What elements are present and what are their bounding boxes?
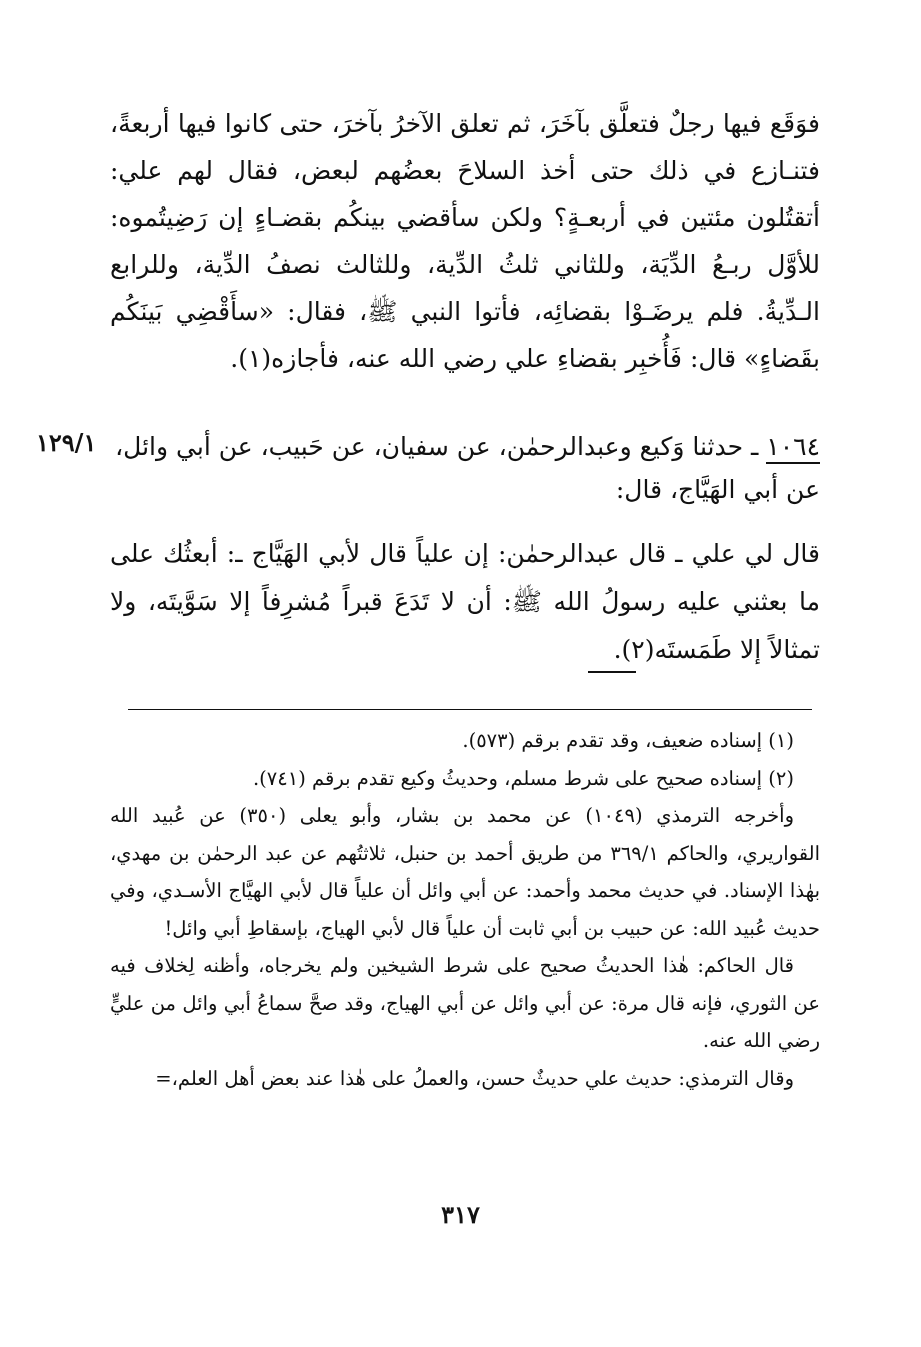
hadith-end-mark (588, 671, 636, 673)
footnotes-section (110, 722, 820, 1097)
page-number: ٣١٧ (441, 1200, 480, 1229)
footnote-divider (128, 709, 812, 710)
main-paragraph: فوَقَع فيها رجلٌ فتعلَّق بآخَرَ، ثم تعلق الآخرُ بآخرَ، حتى كانوا فيها أربعةً، فتنـازع في ذلك حتى أخذ السلاحَ بعضُهم لبعض، فقال لهم علي: أتقتُلون مئتين في أربعـةٍ؟ ولكن سأقضي بينكُم بقضـاءٍ إن رَضِيتُموه: للأوَّل ربـعُ الدِّيَة، وللثاني ثلثُ الدِّية، وللثالث نصفُ الدِّية، وللرابع الـدِّيةُ. فلم يرضَـوْا بقضائِه، فأتوا النبي ﷺ، فقال: «سأَقْضِي بَينَكُم بقَضاءٍ» قال: فَأُخبِر بقضاءِ علي رضي الله عنه، فأجازه(١). (110, 109, 820, 373)
footnote-2: (٢) إسناده صحيح على شرط مسلم، وحديثُ وكيع تقدم برقم (٧٤١). (252, 766, 794, 790)
hadith-body (110, 530, 820, 674)
hadith-header-line (110, 425, 820, 511)
hadith-header (110, 425, 820, 511)
footnote-2-takhrij: وأخرجه الترمذي (١٠٤٩) عن محمد بن بشار، وأبو يعلى (٣٥٠) عن عُبيد الله القواريري، والحاكم ٣٦٩/١ من طريق أحمد بن حنبل، ثلاثتُهم عن عبد الرحمٰن بن مهدي، بهٰذا الإسناد. في حديث محمد وأحمد: عن أبي وائل أن علياً قال لأبي الهيَّاج الأسـدي، وفي حديث عُبيد الله: عن حبيب بن أبي ثابت أن علياً قال لأبي الهياج، بإسقاطِ أبي وائل! (110, 804, 820, 940)
hadith-text: قال لي علي ـ قال عبدالرحمٰن: إن علياً قال لأبي الهَيَّاج ـ: أبعثُك على ما بعثني عليه رسولُ الله ﷺ: أن لا تَدَعَ قبراً مُشرِفاً إلا سَوَّيتَه، ولا تمثالاً إلا طَمَستَه(٢). (110, 539, 820, 664)
side-reference: ١٢٩/١ (36, 428, 97, 457)
footnote-2-hakim: قال الحاكم: هٰذا الحديثُ صحيح على شرط الشيخين ولم يخرجاه، وأظنه لِخلاف فيه عن الثوري، فإنه قال مرة: عن أبي وائل عن أبي الهياج، وقد صحَّ سماعُ أبي وائل من عليٍّ رضي الله عنه. (110, 954, 820, 1052)
footnote-2-tirmidhi: وقال الترمذي: حديث علي حديثٌ حسن، والعملُ على هٰذا عند بعض أهل العلم،= (155, 1066, 794, 1090)
main-text-block (110, 100, 820, 382)
footnote-1: (١) إسناده ضعيف، وقد تقدم برقم (٥٧٣). (462, 729, 794, 752)
hadith-chain: ـ حدثنا وَكيع وعبدالرحمٰن، عن سفيان، عن حَبيب، عن أبي وائل، عن أبي الهَيَّاج، قال: (115, 432, 820, 504)
hadith-number: ١٠٦٤ (766, 432, 820, 464)
